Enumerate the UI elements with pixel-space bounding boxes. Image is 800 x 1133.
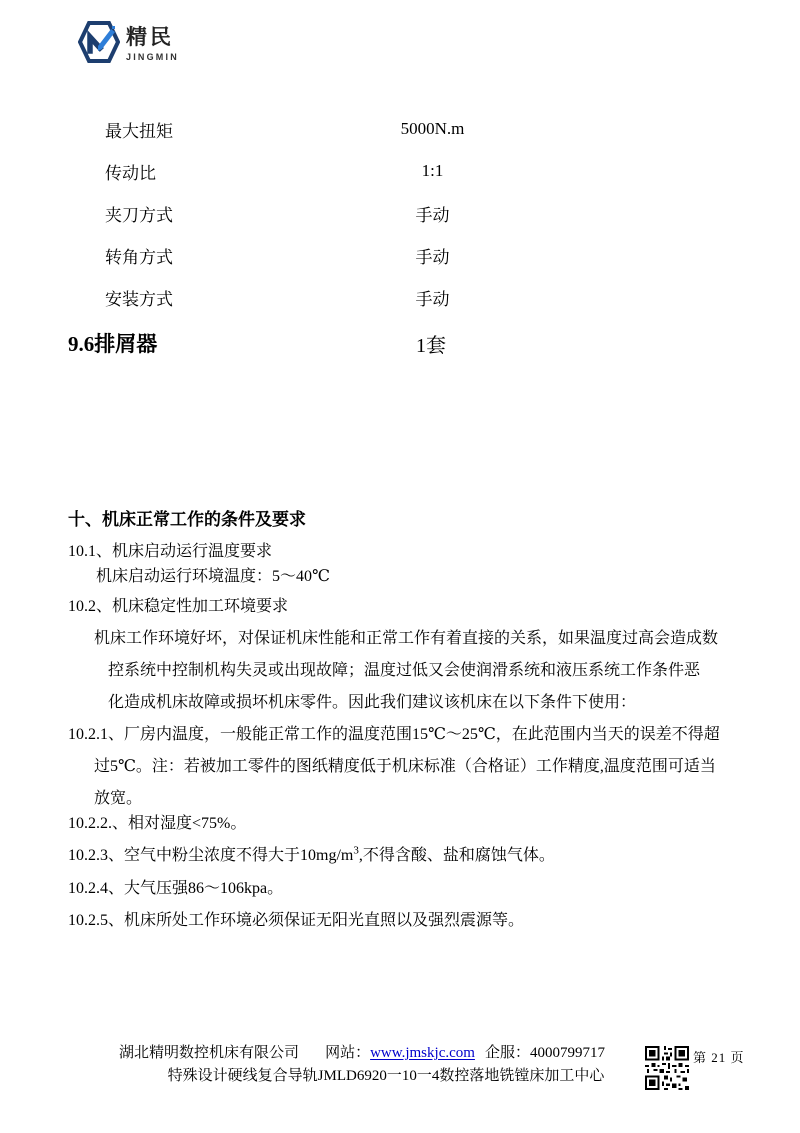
spec-label: 最大扭矩	[105, 121, 173, 141]
para-10-2-1-line: 10.2.1、厂房内温度，一般能正常工作的温度范围15℃～25℃，在此范围内当天的误差不得超	[68, 726, 720, 743]
para-10-2-line: 化造成机床故障或损坏机床零件。因此我们建议该机床在以下条件下使用：	[108, 694, 637, 711]
item-10-1: 10.1、机床启动运行温度要求	[68, 543, 273, 560]
item-10-2-3-text: ,不得含酸、盐和腐蚀气体。	[358, 847, 555, 864]
company-logo	[78, 20, 179, 69]
footer-company-line	[0, 1041, 724, 1062]
item-10-2-3-text: 10.2.3、空气中粉尘浓度不得大于10mg/m	[68, 847, 354, 864]
item-10-2-2: 10.2.2.、相对湿度<75%。	[68, 815, 247, 832]
chip-conveyor-row	[0, 320, 800, 366]
website-link[interactable]: www.jmskjc.com	[370, 1045, 475, 1061]
spec-table	[0, 108, 800, 366]
superscript-3: 3	[353, 844, 359, 857]
qr-code-icon	[645, 1046, 689, 1090]
table-row	[0, 192, 800, 234]
spec-value: 手动	[415, 205, 450, 225]
item-10-2-3	[68, 846, 555, 865]
spec-value: 1:1	[421, 161, 444, 180]
page-number: 第 21 页	[693, 1050, 745, 1065]
logo-hexagon-icon	[78, 20, 120, 69]
company-name: 湖北精明数控机床有限公司	[119, 1045, 300, 1061]
table-row	[0, 276, 800, 318]
para-10-2-line: 机床工作环境好坏，对保证机床性能和正常工作有着直接的关系，如果温度过高会造成数	[94, 630, 719, 647]
service-label: 企服：	[484, 1045, 530, 1061]
para-10-2-line: 控系统中控制机构失灵或出现故障；温度过低又会使润滑系统和液压系统工作条件恶	[108, 662, 701, 679]
chip-conveyor-label: 9.6排屑器	[68, 332, 158, 356]
spec-label: 夹刀方式	[105, 205, 173, 225]
logo-text-zh: 精民	[126, 26, 174, 50]
footer-product-line: 特殊设计硬线复合导轨JMLD6920一10一4数控落地铣镗床加工中心	[167, 1068, 605, 1084]
item-10-2-5: 10.2.5、机床所处工作环境必须保证无阳光直照以及强烈震源等。	[68, 912, 525, 929]
service-number: 4000799717	[529, 1045, 605, 1061]
para-10-2-1-line: 过5℃。注：若被加工零件的图纸精度低于机床标准（合格证）工作精度,温度范围可适当	[94, 758, 716, 775]
spec-label: 安装方式	[105, 289, 173, 309]
chip-conveyor-value: 1套	[416, 334, 446, 357]
table-row	[0, 108, 800, 150]
item-10-1-detail: 机床启动运行环境温度：5～40℃	[96, 568, 330, 585]
table-row	[0, 234, 800, 276]
logo-text	[126, 27, 179, 61]
spec-value: 5000N.m	[400, 119, 465, 138]
para-10-2-1-line: 放宽。	[94, 790, 143, 807]
section-heading: 十、机床正常工作的条件及要求	[68, 510, 306, 529]
website-label: 网站：	[325, 1045, 371, 1061]
item-10-2-4: 10.2.4、大气压强86～106kpa。	[68, 880, 284, 897]
item-10-2: 10.2、机床稳定性加工环境要求	[68, 598, 289, 615]
spec-value: 手动	[415, 247, 450, 267]
table-row	[0, 150, 800, 192]
logo-text-en: JINGMIN	[126, 51, 179, 62]
spec-label: 转角方式	[105, 247, 173, 267]
spec-label: 传动比	[105, 163, 156, 183]
spec-value: 手动	[415, 289, 450, 309]
